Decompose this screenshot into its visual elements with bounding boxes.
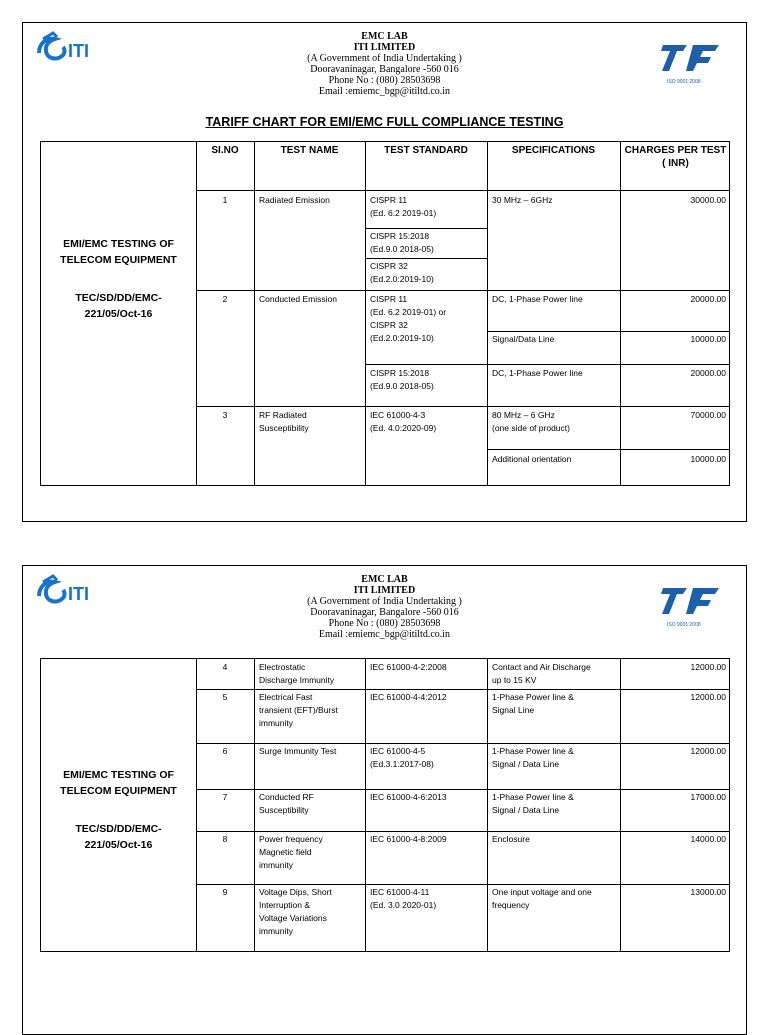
tariff-table-continued [40, 658, 730, 952]
row-4-test-name: Electrostatic Discharge Immunity [259, 662, 335, 685]
row-4-number: 4 [222, 662, 228, 672]
phone: Phone No : (080) 28503698 [328, 75, 441, 86]
document-page-1 [22, 22, 747, 522]
row-7-charge: 17000.00 [690, 792, 726, 802]
side-label: EMI/EMC TESTING OF TELECOM EQUIPMENT TEC/SD/DD/EMC- 221/05/Oct-16 [60, 769, 177, 851]
row-9-test-name: Voltage Dips, Short Interruption & Voltage Variations immunity [259, 887, 332, 936]
row-5-number: 5 [222, 692, 228, 702]
row-4-standard: IEC 61000-4-2:2008 [370, 662, 447, 672]
row-6-test-name: Surge Immunity Test [259, 746, 337, 756]
letterhead: EMC LAB ITI LIMITED (A Government of India Undertaking ) Dooravaninagar, Bangalore -560 016 Phone No : (080) 28503698 Email :emiemc_bgp@itiltd.co.in [307, 574, 462, 640]
row-9-specification: One input voltage and one frequency [492, 887, 592, 910]
row-7-specification: 1-Phase Power line & Signal / Data Line [492, 792, 574, 815]
col-test-standard: TEST STANDARD [384, 145, 468, 156]
row-6-specification: 1-Phase Power line & Signal / Data Line [492, 746, 574, 769]
col-specifications: SPECIFICATIONS [511, 145, 596, 156]
row-7-number: 7 [222, 792, 228, 802]
table-row: 2 [222, 294, 228, 304]
undertaking: (A Government of India Undertaking ) [307, 53, 462, 64]
row-5-charge: 12000.00 [690, 692, 726, 702]
tariff-table: SI.NO TEST NAME TEST STANDARD SPECIFICATIONS CHARGES PER TEST ( INR) EMI/EMC TESTING OF TELECOM EQUIPMENT TEC/SD/DD/EMC- 221/05/Oct-16 1 Radiated Emission CISPR 11 (Ed. 6.2 2019-01) CISPR 15:2018 (Ed.9.0 2018-05) CISPR 32 (Ed.2.0:2019-10) 30 MHz – 6GHz 30000.00 2 Conducted Emission CISPR 11 (Ed. 6.2 2019-01) or CISPR 32 (Ed.2.0:2019-10) CISPR 15:2018 (Ed.9.0 2018-05) DC, 1-Phase Power line 20000.00 Signal/Data Line 10000.00 DC, 1-Phase Power line 20000.00 3 RF Radiated Susceptibility IEC 61000-4-3 (Ed. 4.0:2020-09) 80 MHz – 6 GHz (one side of product) 70000.00 Additional orientation 10000.00 [40, 141, 730, 486]
row-9-standard: IEC 61000-4-11 (Ed. 3.0 2020-01) [370, 887, 437, 910]
col-test-name: TEST NAME [280, 145, 339, 156]
email: Email :emiemc_bgp@itiltd.co.in [318, 86, 451, 97]
row-9-charge: 13000.00 [690, 887, 726, 897]
row-6-number: 6 [222, 746, 228, 756]
page-title: TARIFF CHART FOR EMI/EMC FULL COMPLIANCE TESTING [205, 115, 564, 129]
col-sino: SI.NO [211, 145, 239, 156]
row-8-specification: Enclosure [492, 834, 530, 844]
row-8-number: 8 [222, 834, 228, 844]
row-9-number: 9 [222, 887, 228, 897]
lab-name: EMC LAB [361, 31, 408, 42]
svg-text:ITI: ITI [68, 41, 89, 61]
row-6-charge: 12000.00 [690, 746, 726, 756]
table-row: 3 [222, 410, 228, 420]
row-6-standard: IEC 61000-4-5 (Ed.3.1:2017-08) [370, 746, 434, 769]
address: Dooravaninagar, Bangalore -560 016 [310, 64, 459, 75]
row-8-test-name: Power frequency Magnetic field immunity [259, 834, 323, 870]
svg-text:ITI: ITI [68, 584, 89, 604]
tec-logo-icon [653, 582, 731, 632]
company-name: ITI LIMITED [353, 42, 416, 53]
row-7-test-name: Conducted RF Susceptibility [259, 792, 314, 815]
row-5-test-name: Electrical Fast transient (EFT)/Burst immunity [259, 692, 338, 728]
svg-text:ISO 9001:2008: ISO 9001:2008 [667, 622, 701, 628]
row-5-standard: IEC 61000-4-4:2012 [370, 692, 447, 702]
col-charges: CHARGES PER TEST ( INR) [624, 145, 727, 169]
row-7-standard: IEC 61000-4-6:2013 [370, 792, 447, 802]
svg-text:ISO 9001:2008: ISO 9001:2008 [667, 79, 701, 85]
letterhead [23, 31, 746, 97]
row-8-charge: 14000.00 [690, 834, 726, 844]
side-label: EMI/EMC TESTING OF TELECOM EQUIPMENT TEC/SD/DD/EMC- 221/05/Oct-16 [60, 238, 177, 320]
tec-logo-icon [653, 39, 731, 89]
row-8-standard: IEC 61000-4-8:2009 [370, 834, 447, 844]
row-4-specification: Contact and Air Discharge up to 15 KV [492, 662, 591, 685]
row-5-specification: 1-Phase Power line & Signal Line [492, 692, 574, 715]
table-row: 1 [222, 195, 228, 205]
document-page-2 [22, 565, 747, 1035]
row-4-charge: 12000.00 [690, 662, 726, 672]
